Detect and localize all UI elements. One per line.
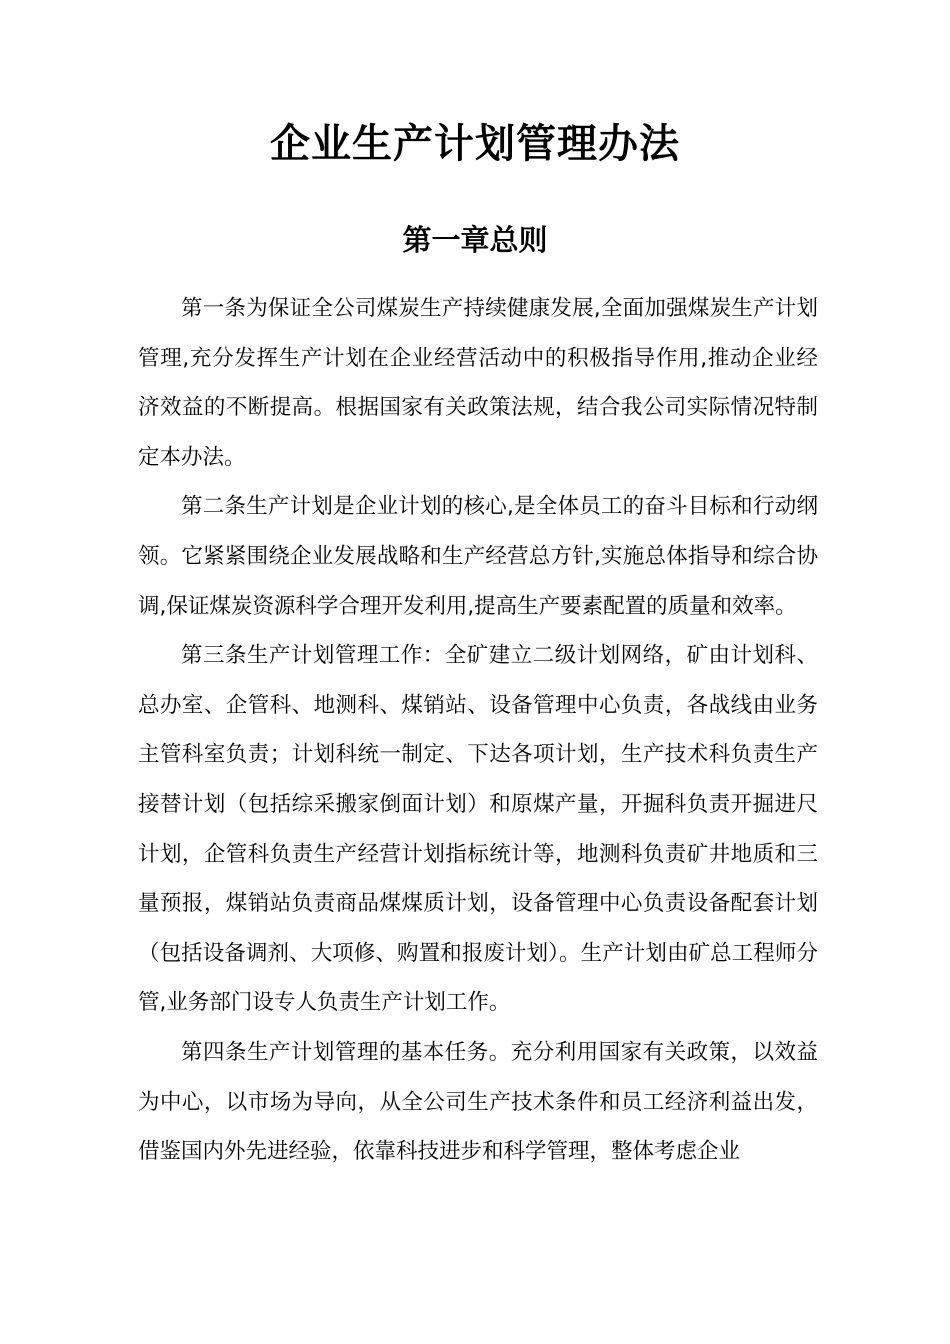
document-body <box>138 284 818 1177</box>
chapter-heading: 第一章总则 <box>402 223 548 257</box>
paragraph-article-3: 第三条生产计划管理工作：全矿建立二级计划网络，矿由计划科、总办室、企管科、地测科、煤销站、设备管理中心负责，各战线由业务主管科室负责；计划科统一制定、下达各项计划，生产技术科负责生产接替计划（包括综采搬家倒面计划）和原煤产量，开掘科负责开掘进尺计划，企管科负责生产经营计划指标统计等，地测科负责矿井地质和三量预报，煤销站负责商品煤煤质计划，设备管理中心负责设备配套计划（包括设备调剂、大项修、购置和报废计划）。生产计划由矿总工程师分管,业务部门设专人负责生产计划工作。 <box>138 643 818 1016</box>
document-title: 企业生产计划管理办法 <box>270 121 680 167</box>
paragraph-article-1: 第一条为保证全公司煤炭生产持续健康发展,全面加强煤炭生产计划管理,充分发挥生产计划在企业经营活动中的积极指导作用,推动企业经济效益的不断提高。根据国家有关政策法规，结合我公司实际情况特制定本办法。 <box>138 296 818 470</box>
paragraph-article-4: 第四条生产计划管理的基本任务。充分利用国家有关政策，以效益为中心，以市场为导向，从全公司生产技术条件和员工经济利益出发，借鉴国内外先进经验，依靠科技进步和科学管理，整体考虑企业 <box>138 1039 818 1165</box>
paragraph-article-2: 第二条生产计划是企业计划的核心,是全体员工的奋斗目标和行动纲领。它紧紧围绕企业发展战略和生产经营总方针,实施总体指导和综合协调,保证煤炭资源科学合理开发利用,提高生产要素配置的质量和效率。 <box>138 494 818 619</box>
